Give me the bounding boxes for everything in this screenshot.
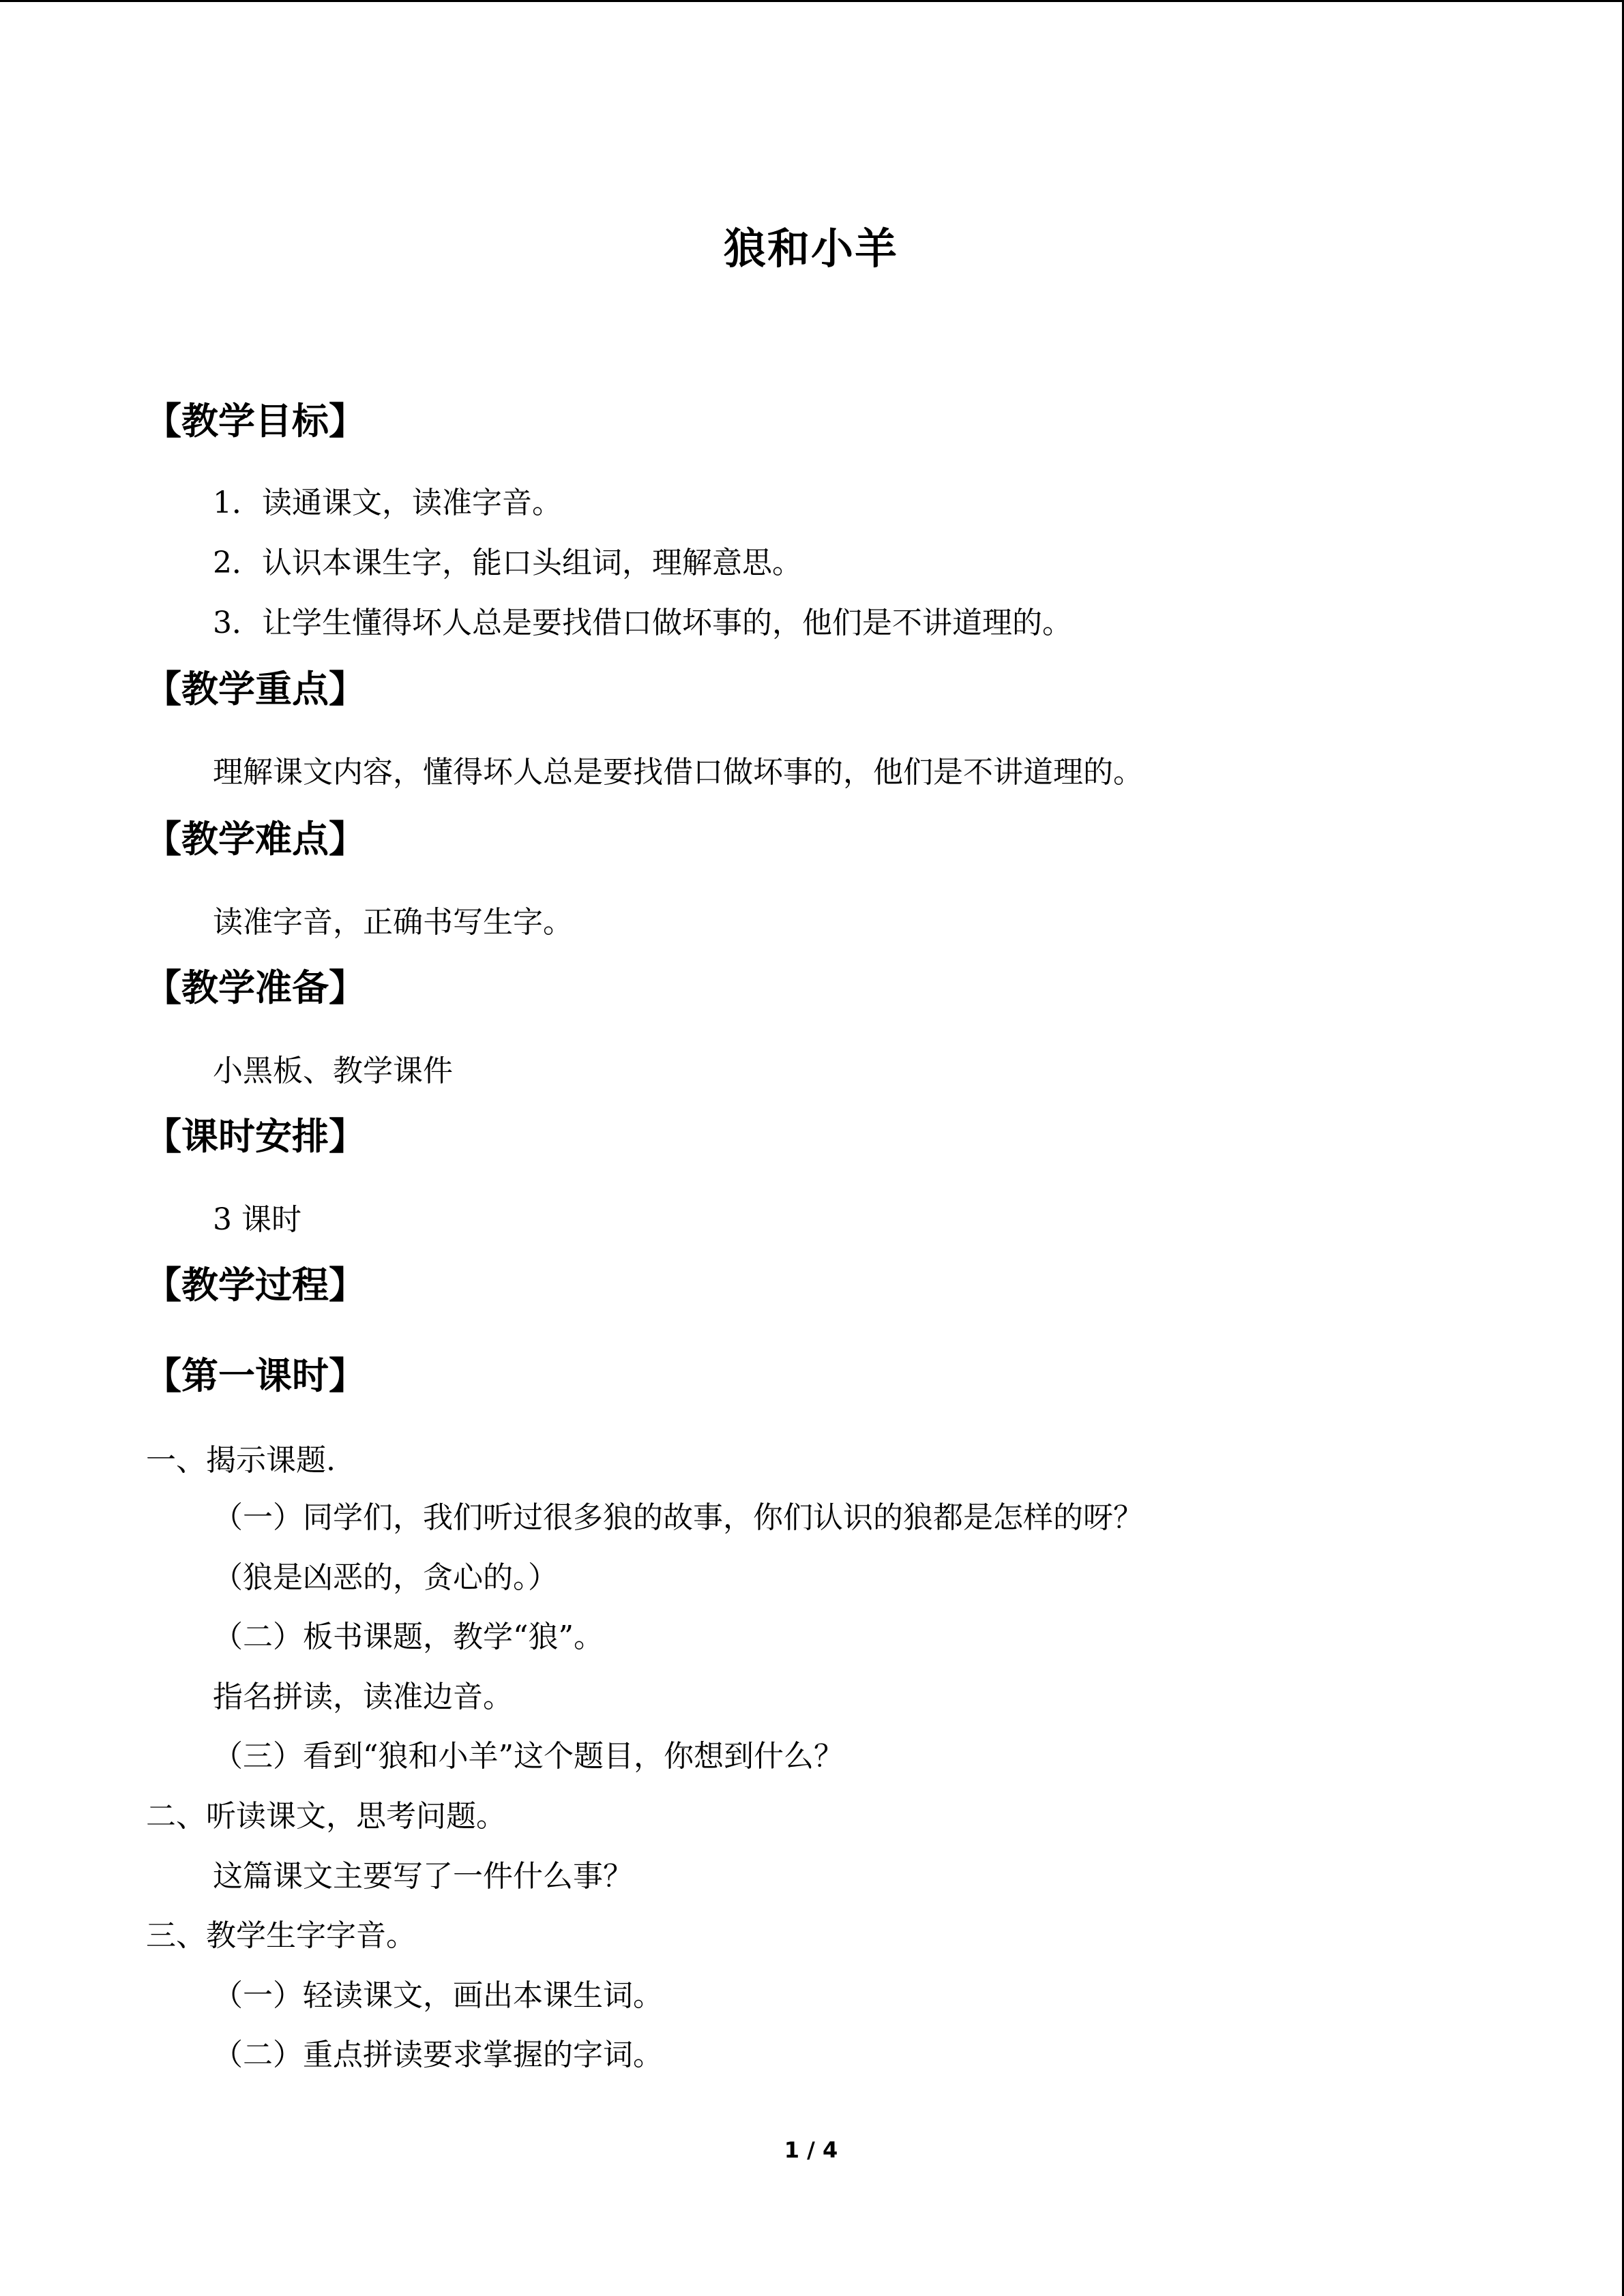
lesson-line: （一）轻读课文，画出本课生词。 <box>213 1978 663 2013</box>
heading-difficulties: 【教学难点】 <box>145 818 366 861</box>
page-number: 1 / 4 <box>784 2137 838 2163</box>
objective-item-1: 1．读通课文，读准字音。 <box>213 486 562 520</box>
heading-key-points: 【教学重点】 <box>145 668 366 711</box>
document-title: 狼和小羊 <box>723 224 898 273</box>
lesson-line: （狼是凶恶的，贪心的。） <box>213 1560 558 1595</box>
key-points-text: 理解课文内容，懂得坏人总是要找借口做坏事的，他们是不讲道理的。 <box>213 755 1143 790</box>
lesson-line: 这篇课文主要写了一件什么事？ <box>213 1859 633 1894</box>
schedule-text: 3 课时 <box>213 1202 301 1237</box>
lesson-line: 指名拼读，读准边音。 <box>213 1680 513 1714</box>
objective-item-3: 3．让学生懂得坏人总是要找借口做坏事的，他们是不讲道理的。 <box>213 606 1072 640</box>
difficulties-text: 读准字音，正确书写生字。 <box>213 905 573 940</box>
objective-item-2: 2．认识本课生字，能口头组词，理解意思。 <box>213 546 802 580</box>
lesson-step-3: 三、教学生字字音。 <box>146 1918 416 1953</box>
lesson-line: （二）重点拼读要求掌握的字词。 <box>213 2038 663 2072</box>
preparation-text: 小黑板、教学课件 <box>213 1054 453 1088</box>
lesson-step-1: 一、揭示课题. <box>146 1443 336 1478</box>
heading-objectives: 【教学目标】 <box>145 400 366 443</box>
heading-preparation: 【教学准备】 <box>145 966 366 1009</box>
lesson-line: （二）板书课题，教学“狼”。 <box>213 1620 604 1654</box>
lesson-step-2: 二、听读课文，思考问题。 <box>146 1799 506 1834</box>
lesson-line: （一）同学们，我们听过很多狼的故事，你们认识的狼都是怎样的呀？ <box>213 1500 1143 1535</box>
heading-lesson-1: 【第一课时】 <box>145 1354 366 1397</box>
lesson-line: （三）看到“狼和小羊”这个题目，你想到什么？ <box>213 1739 844 1774</box>
heading-process: 【教学过程】 <box>145 1264 366 1307</box>
heading-schedule: 【课时安排】 <box>145 1115 366 1158</box>
